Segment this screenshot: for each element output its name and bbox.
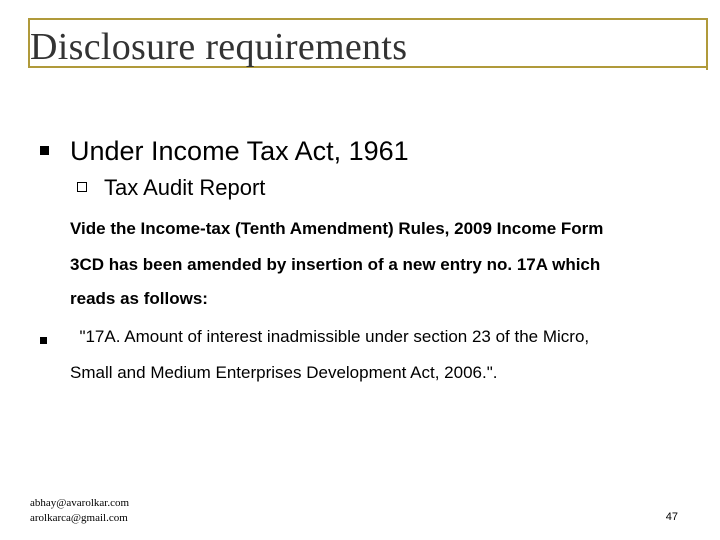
title-frame-right-border [706,18,708,70]
footer-email-1: abhay@avarolkar.com [30,497,130,509]
bullet-income-tax-act: Under Income Tax Act, 1961 [70,136,409,166]
vide-line-1: Vide the Income-tax (Tenth Amendment) Rules, 2009 Income Form [70,219,604,238]
title-frame-top-border [28,18,708,20]
open-square-bullet-icon [77,182,87,192]
page-number: 47 [665,511,678,523]
small-square-bullet-icon [40,337,47,344]
square-bullet-icon [40,146,49,155]
slide-title: Disclosure requirements [30,26,408,68]
bullet-tax-audit-report: Tax Audit Report [104,175,266,200]
vide-line-2: 3CD has been amended by insertion of a new entry no. 17A which [70,255,601,274]
quote-line-1: "17A. Amount of interest inadmissible under section 23 of the Micro, [70,327,590,346]
footer-email-2: arolkarca@gmail.com [30,512,128,524]
vide-line-3: reads as follows: [70,289,208,308]
quote-line-2: Small and Medium Enterprises Development Act, 2006.". [70,363,498,382]
